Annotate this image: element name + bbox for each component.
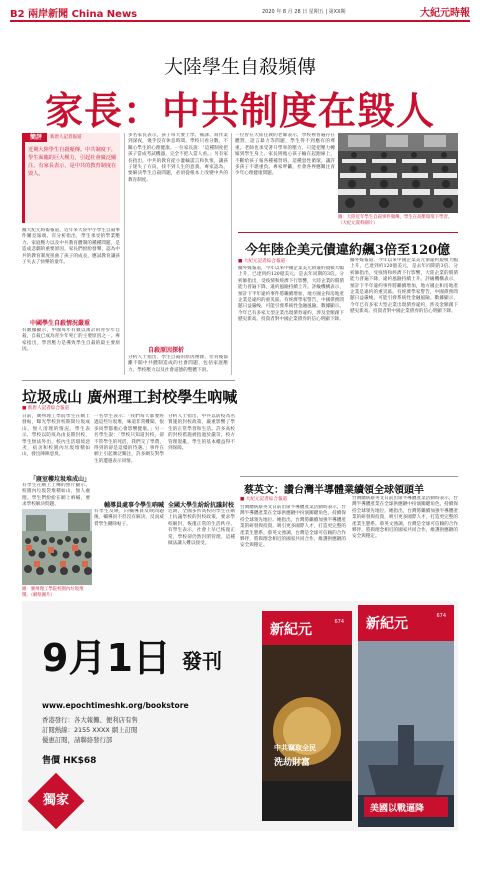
bottom-headline: 垃圾成山 廣州理工封校學生吶喊: [22, 388, 238, 406]
classroom-photo: [338, 133, 458, 213]
intro-text: 近期大陸學生自殺頻傳。中共制度下，學生面臨的巨大壓力，引起社會廣泛關注。有家長表示，是中共的教育制度在毀人。: [28, 147, 117, 177]
intro-author: 新唐人記者報道: [50, 135, 82, 140]
bottom-subhead3: 全國大學生紛紛抗議封校: [168, 502, 235, 509]
right-top-body-col1: 據外媒報道，今年以來中國企業美元債違約規模大幅上升，已達到約120億美元，是去年同期的3倍。分析師指出，受疫情和經濟下行影響，大陸企業的償債能力普遍下降，違約風險持續上升。評級機構表示，預計下半年違約事件將繼續增加，地方國企和房地產企業是違約的重災區。有經濟學家警告，中國債務問題日益嚴峻，可能引發系統性金融風險。數據顯示，今年已有多家大型企業出現債券違約，涉及金額創下歷史新高。投資者對中國企業債券的信心明顯下降。: [238, 266, 344, 323]
main-body-col1: 據大紀元時報報道，近年來大陸中小學生自殺事件屢見報端。有分析指出，學生承受的學業壓力、家庭壓力以及中共教育體制的種種問題，是造成悲劇的重要原因。家長們紛紛發聲，認為中共的教育制度扭曲了孩子的成長，應試教育讓孩子失去了快樂的童年。: [22, 228, 120, 266]
exclusive-stamp: [28, 773, 85, 830]
right-top-body-col2: 據外媒報道，今年以來中國企業美元債違約規模大幅上升，已達到約120億美元，是去年同期的3倍。分析師指出，受疫情和經濟下行影響，大陸企業的償債能力普遍下降，違約風險持續上升。評級機構表示，預計下半年違約事件將繼續增加，地方國企和房地產企業是違約的重災區。有經濟學家警告，中國債務問題日益嚴峻，可能引發系統性金融風險。數據顯示，今年已有多家大型企業出現債券違約，涉及金額創下歷史新高。投資者對中國企業債券的信心明顯下降。: [350, 258, 458, 315]
section-header: [10, 5, 137, 20]
advert-line2: 訂閱熱線：2155 XXXX 網上訂閱: [42, 726, 138, 734]
main-headline: 家長：中共制度在毀人: [44, 88, 435, 133]
magazine-advert: [22, 601, 458, 831]
advert-line1: 香港發行：各大報攤、便利店有售: [42, 716, 138, 724]
campus-photo: [22, 509, 92, 585]
campus-image: [22, 509, 92, 585]
bottom-byline: ■ 新唐人記者綜合報道: [22, 406, 70, 411]
bottom-body-col3b: 近期，全國多所高校的學生在網上抗議學校的封校政策，要求學校解封，恢復正常的生活秩序。有學生表示，社會上早已恢復正常，學校卻仍然封閉管理，這種做法讓人難以接受。: [168, 509, 235, 547]
bottom-body-col2: 一名學生表示：「我們每天都要經過這些垃圾堆，味道非常難聞，很多同學都擔心會影響健康。」另一名學生說：「學校只知道封校，卻不管學生的死活，我們交了學費，得到的卻是這樣的待遇。」事件在網上引起廣泛關注，許多網友對學生的遭遇表示同情。: [94, 414, 164, 464]
advert-url[interactable]: www.epochtimeshk.org/bookstore: [42, 701, 189, 710]
main-kicker: 大陸學生自殺頻傳: [163, 56, 316, 78]
section-en: China News: [71, 9, 138, 20]
page-label: B2: [10, 9, 25, 20]
advert-date: 9月1日: [42, 636, 171, 680]
right-top-byline: ■ 大紀元記者綜合報道: [238, 259, 286, 264]
magazine-2-title: 新紀元: [366, 616, 408, 632]
intro-tag: 簡評: [25, 133, 47, 142]
bottom-subhead2: 輔導員處事令學生吶喊: [104, 502, 165, 509]
intro-box: [22, 133, 120, 223]
magazine-1-issue: 674: [334, 619, 344, 625]
photo1-caption: 圖：大陸近年學生自殺事件頻傳，學生在高壓環境下學習。（大紀元資料圖片）: [338, 215, 453, 226]
column-divider: [231, 133, 232, 375]
bottom-subhead1: 「寢室樓垃圾堆成山」: [30, 476, 91, 483]
stamp-text: 獨家: [42, 792, 70, 808]
advert-line3: 優惠訂閱，請聯絡發行部: [42, 736, 113, 744]
right-top-headline: 今年陸企美元債違約飆3倍至120億: [245, 243, 451, 258]
masthead: [10, 4, 470, 22]
magazine-1-line1: 中共竊取全民: [274, 743, 316, 752]
section-label: 兩岸新聞: [28, 9, 69, 20]
magazine-cover-1-art: [262, 611, 352, 821]
advert-price: 售價 HK$68: [42, 756, 97, 766]
right-mid-body-col1: 台灣總統蔡英文日前出席半導體產業活動時表示，台灣半導體產業在全球供應鏈中扮演關鍵角色，持續保持全球領先地位。她指出，台灣將繼續加強半導體產業的研發與投資，吸引更多國際人才，打造更完整的產業生態系。蔡英文強調，台灣是全球可信賴的合作夥伴，將與理念相近的國家共同合作，維護供應鏈的安全與穩定。: [240, 505, 346, 549]
main-subhead1: 中國學生自殺情況嚴重: [30, 320, 91, 327]
magazine-1-line2: 洗劫財富: [274, 758, 311, 768]
section-rule: [238, 232, 458, 233]
date-line: 2020 年 8 月 28 日 星期五 | 第XX期: [262, 9, 346, 15]
magazine-2-line1: 美國以戰逼降: [370, 804, 425, 814]
magazine-1-title: 新紀元: [270, 622, 312, 638]
main-body-col3: 一位曾在大陸任教的老師表示，學校裡普遍存在體罰、語言暴力等問題，學生得不到應有的尊重。老師也承受著升學率的壓力，只能把壓力轉嫁到學生身上。家長則擔心孩子輸在起跑線上，不斷給孩子報各種補習班。這種惡性循環，讓許多孩子不堪重負。專家呼籲，社會各界應關注青少年心理健康問題。: [235, 133, 335, 177]
advert-release: 發刊: [182, 649, 222, 673]
right-mid-byline: ■ 大紀元記者綜合報道: [240, 497, 288, 502]
main-subhead2: 自殺原因探析: [148, 347, 185, 354]
photo2-caption: 圖：廣州理工學院校園內垃圾堆積。（網絡圖片）: [22, 587, 84, 598]
bottom-body-col2b: 有學生反映，向輔導員反映問題後，輔導員不但沒有解決，反而威脅學生刪除帖子。: [94, 509, 164, 527]
magazine-cover-1[interactable]: [262, 611, 352, 821]
main-body-col2b: 分析人士指出，學生自殺的原因複雜，但背後都離不開中共體制造成的社會問題，包括家庭壓力、學校壓力以及社會道德的整體下滑。: [128, 355, 228, 373]
magazine-cover-2[interactable]: [358, 605, 454, 827]
newspaper-logo: 大紀元時報: [420, 8, 470, 19]
magazine-cover-2-art: [358, 605, 454, 827]
magazine-2-issue: 674: [436, 613, 446, 619]
right-mid-headline: 蔡英文：讚台灣半導體業續領全球領頭羊: [244, 485, 424, 496]
bottom-body-col1b: 有學生在網上上傳的照片顯示，校園內垃圾袋堆積如山，無人處理。學生們紛紛在網上吶喊，要求學校解決問題。: [22, 483, 90, 507]
column-divider: [124, 133, 125, 375]
right-mid-body-col2: 台灣總統蔡英文日前出席半導體產業活動時表示，台灣半導體產業在全球供應鏈中扮演關鍵角色，持續保持全球領先地位。她指出，台灣將繼續加強半導體產業的研發與投資，吸引更多國際人才，打造更完整的產業生態系。蔡英文強調，台灣是全球可信賴的合作夥伴，將與理念相近的國家共同合作，維護供應鏈的安全與穩定。: [352, 496, 458, 540]
section-rule: [240, 476, 458, 477]
bottom-body-col1: 日前，廣州理工學院學生在網上發帖，曝光學校封校期間垃圾成山、無人清理的情況。學生表示，學校以防疫為由長期封校，學生無法外出，校內生活環境惡劣，宿舍和校園內垃圾堆積如山，發出陣陣惡臭。: [22, 414, 90, 458]
classroom-image: [338, 133, 458, 213]
main-body-col2: 多名家長表示，孩子每天要上學、補課、寫作業到深夜，幾乎沒有休息時間。學校只看分數，不關心學生的心理健康。一位家長說：「這種制度把孩子當成考試機器，完全不把人當人看。」另有家長指出，中共的教育從小灌輸謊言和仇恨，讓孩子迷失了方向，找不到人生的意義。專家認為，要解決學生自殺問題，必須從根本上改變中共的教育制度。: [128, 133, 228, 183]
section-rule: [22, 380, 235, 381]
bottom-body-col3: 分析人士指出，中共以防疫為名實施的封校政策，嚴重影響了學生的正常學習和生活。許多高校的封校措施被指過於嚴苛，校方管理混亂，學生的基本權益得不到保障。: [168, 414, 235, 452]
main-body-col1b: 有數據顯示，中國每年有數以萬計的青少年自殺，自殺已成為青少年死亡的主要原因之一。專家指出，學習壓力是導致學生自殺的最主要原因。: [22, 328, 120, 353]
